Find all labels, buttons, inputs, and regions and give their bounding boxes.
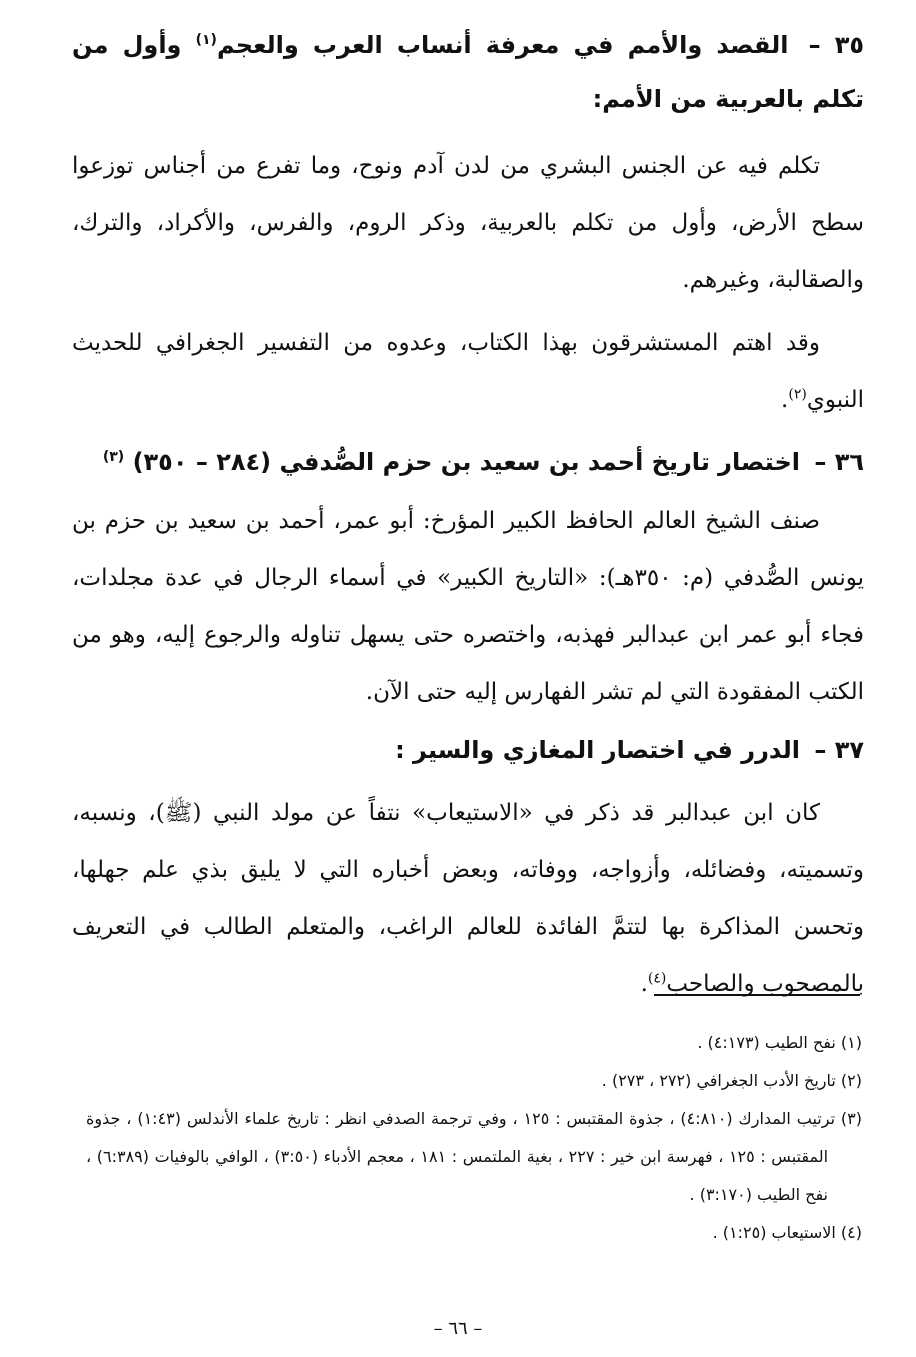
section-37-heading [72,723,864,777]
section-36-title: اختصار تاريخ أحمد بن سعيد بن حزم الصُّدفي (٢٨٤ – ٣٥٠) [132,448,800,476]
page-body [72,18,864,1013]
footnote-ref-3[interactable]: (٣) [102,449,125,465]
section-37-paragraph-1 [72,785,864,1013]
paragraph-tail: . [781,387,789,413]
section-36-number: ٣٦ – [814,448,864,476]
section-37-number: ٣٧ – [814,736,864,764]
section-35-title: القصد والأمم في معرفة أنساب العرب والعجم [216,31,789,59]
footnote-separator [654,994,860,996]
section-35-paragraph-2 [72,315,864,429]
footnote-2: (٢) تاريخ الأدب الجغرافي (٢٧٢ ، ٢٧٣) . [601,1071,862,1090]
paragraph-text: صنف الشيخ العالم الحافظ الكبير المؤرخ: أبو عمر، أحمد بن سعيد بن حزم بن يونس الصُّدفي (م: ٣٥٠هـ): «التاريخ الكبير» في أسماء الرجال في عدة مجلدات، فجاء أبو عمر ابن عبدالبر فهذبه، واختصره حتى يسهل تناوله والرجوع إليه، وهو من الكتب المفقودة التي لم تشر الفهارس إليه حتى الآن. [72,508,864,705]
paragraph-tail: . [640,971,648,997]
section-35-number: ٣٥ – [808,31,864,59]
footnote-3: (٣) ترتيب المدارك (٤:٨١٠) ، جذوة المقتبس : ١٢٥ ، وفي ترجمة الصدفي انظر : تاريخ علماء الأندلس (١:٤٣) ، جذوة المقتبس : ١٢٥ ، فهرسة ابن خير : ٢٢٧ ، بغية الملتمس : ١٨١ ، معجم الأدباء (٣:٥٠) ، الوافي بالوفيات (٦:٣٨٩) ، نفح الطيب (٣:١٧٠) . [86,1109,862,1204]
footnote-ref-4[interactable]: (٤) [647,970,667,987]
paragraph-text: وقد اهتم المستشرقون بهذا الكتاب، وعدوه من التفسير الجغرافي للحديث النبوي [72,330,864,413]
section-35-heading [72,18,864,126]
page-number: – ٦٦ – [433,1318,483,1339]
footnote-ref-2[interactable]: (٢) [788,386,807,403]
footnotes [86,1024,862,1252]
footnote-1: (١) نفح الطيب (٤:١٧٣) . [697,1033,862,1052]
footnote-4: (٤) الاستيعاب (١:٢٥) . [712,1223,862,1242]
section-35-paragraph-1 [72,138,864,309]
footnote-ref-1[interactable]: (١) [195,32,217,48]
paragraph-text: تكلم فيه عن الجنس البشري من لدن آدم ونوح، وما تفرع من أجناس توزعوا سطح الأرض، وأول من تكلم بالعربية، وذكر الروم، والفرس، والأكراد، والترك، والصقالبة، وغيرهم. [72,153,864,293]
section-36-heading [72,435,864,489]
section-36-paragraph-1 [72,493,864,721]
section-35-title-rest: وأول من تكلم بالعربية من الأمم: [72,31,864,113]
section-37-title: الدرر في اختصار المغازي والسير : [395,736,800,764]
paragraph-text: كان ابن عبدالبر قد ذكر في «الاستيعاب» نتفاً عن مولد النبي (ﷺ)، ونسبه، وتسميته، وفضائله، وأزواجه، ووفاته، وبعض أخباره التي لا يليق بذي علم جهلها، وتحسن المذاكرة بها لتتمَّ الفائدة للعالم الراغب، والمتعلم الطالب في التعريف بالمصحوب والصاحب [72,800,864,997]
